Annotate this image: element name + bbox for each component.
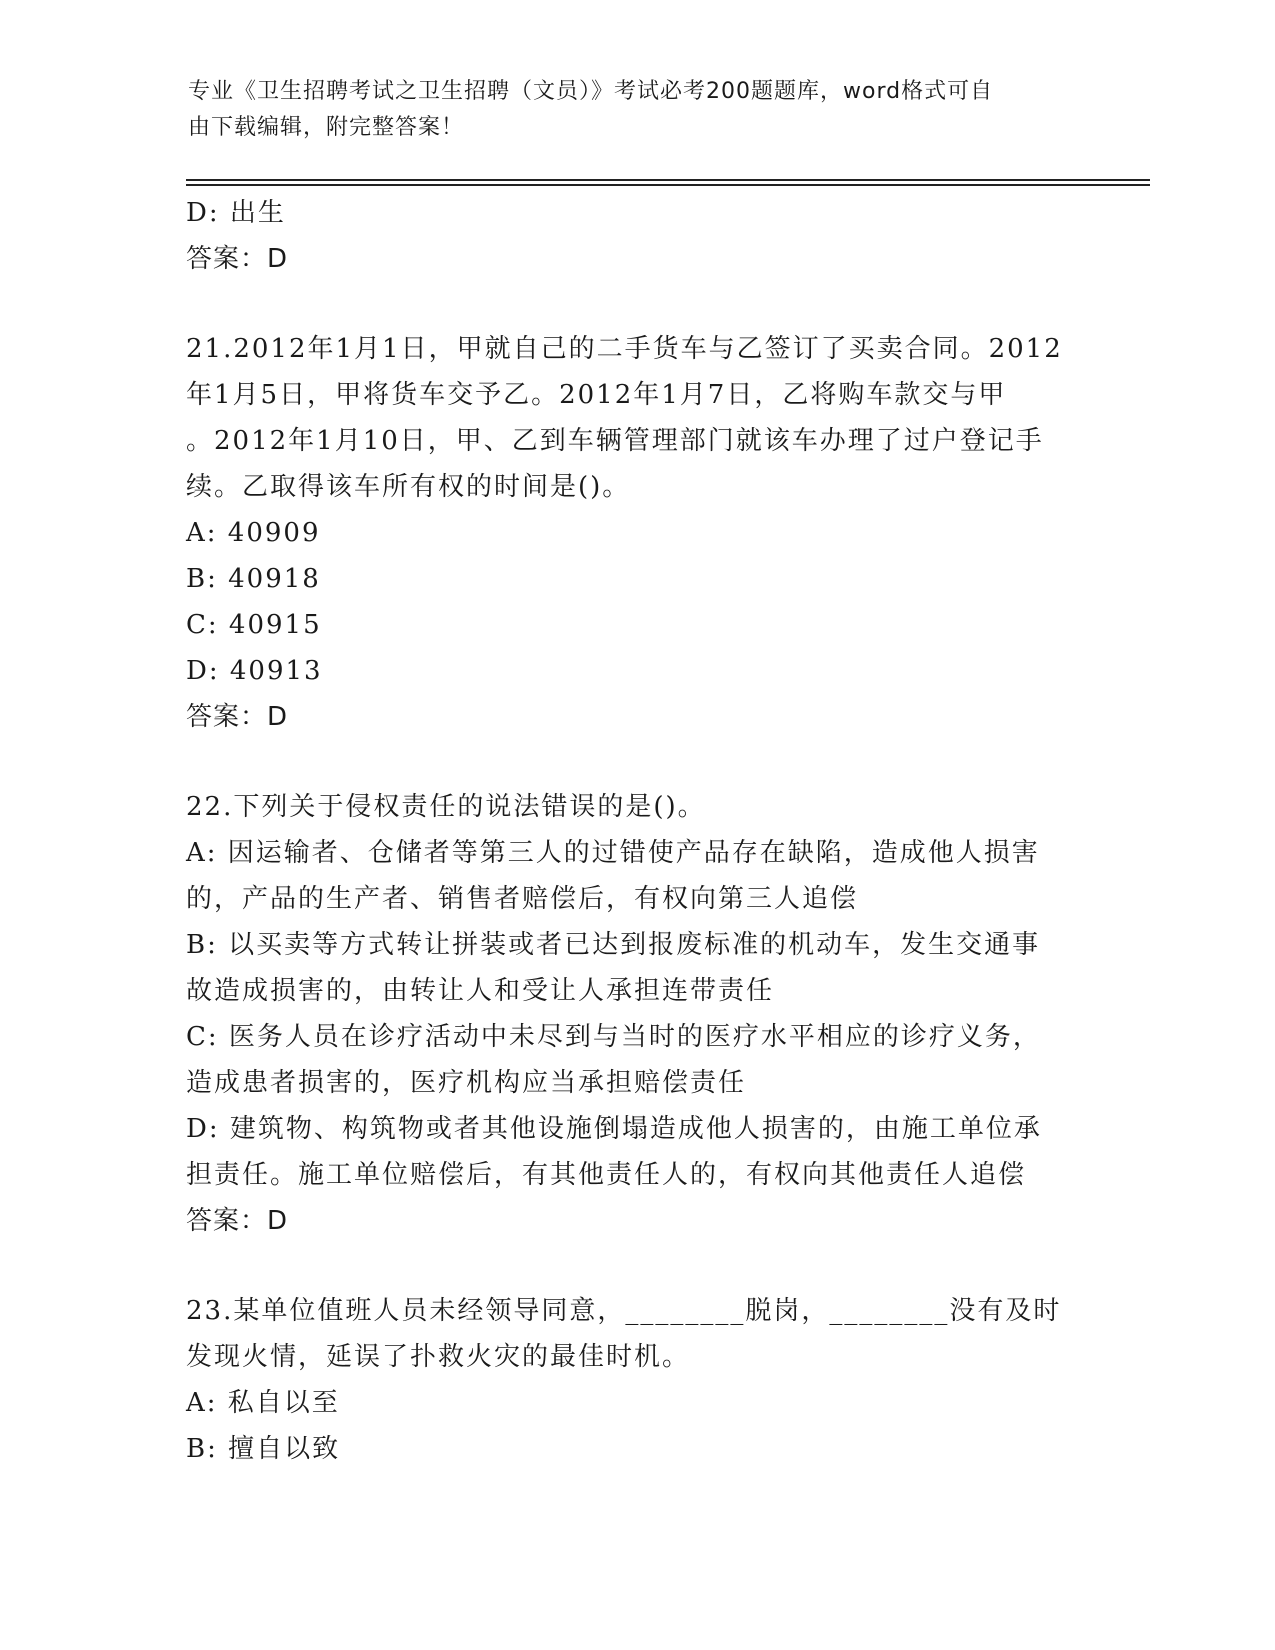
header-line-2: 由下载编辑，附完整答案！ (188, 115, 465, 140)
q21-option-a: A: 40909 (186, 518, 321, 548)
spacer (186, 1244, 1086, 1288)
q22-option-b-line-2: 故造成损害的，由转让人和受让人承担连带责任 (186, 976, 775, 1006)
question-content (186, 190, 1086, 1472)
q22-option-a-line-1: A: 因运输者、仓储者等第三人的过错使产品存在缺陷，造成他人损害 (186, 838, 1040, 868)
question-22 (186, 784, 1086, 1244)
header-line-1: 专业《卫生招聘考试之卫生招聘（文员）》考试必考200题题库，word格式可自 (188, 79, 994, 104)
q22-option-a-line-2: 的，产品的生产者、销售者赔偿后，有权向第三人追偿 (186, 884, 859, 914)
q21-option-d: D: 40913 (186, 656, 323, 686)
q22-stem: 22.下列关于侵权责任的说法错误的是()。 (186, 792, 706, 822)
q21-answer: 答案：D (186, 702, 289, 732)
q22-answer: 答案：D (186, 1206, 289, 1236)
question-21 (186, 326, 1086, 740)
header-divider-bottom (186, 184, 1150, 186)
q23-option-a: A: 私自以至 (186, 1388, 340, 1418)
q21-stem-line: 年1月5日，甲将货车交予乙。2012年1月7日，乙将购车款交与甲 (186, 380, 1007, 410)
q23-stem-line: 发现火情，延误了扑救火灾的最佳时机。 (186, 1342, 691, 1372)
header-divider-top (186, 179, 1150, 181)
q23-option-b: B: 擅自以致 (186, 1434, 341, 1464)
q21-stem-line: 21.2012年1月1日，甲就自己的二手货车与乙签订了买卖合同。2012 (186, 334, 1063, 364)
q22-option-c-line-2: 造成患者损害的，医疗机构应当承担赔偿责任 (186, 1068, 747, 1098)
q20-answer: 答案：D (186, 244, 289, 274)
q21-stem-line: 。2012年1月10日，甲、乙到车辆管理部门就该车办理了过户登记手 (186, 426, 1044, 456)
q22-option-b-line-1: B: 以买卖等方式转让拼装或者已达到报废标准的机动车，发生交通事 (186, 930, 1041, 960)
q21-option-c: C: 40915 (186, 610, 322, 640)
document-header (188, 74, 1068, 146)
q22-option-d-line-2: 担责任。施工单位赔偿后，有其他责任人的，有权向其他责任人追偿 (186, 1160, 1027, 1190)
q22-option-d-line-1: D: 建筑物、构筑物或者其他设施倒塌造成他人损害的，由施工单位承 (186, 1114, 1042, 1144)
q22-option-c-line-1: C: 医务人员在诊疗活动中未尽到与当时的医疗水平相应的诊疗义务， (186, 1022, 1041, 1052)
q20-option-d: D: 出生 (186, 198, 286, 228)
q23-stem-line: 23.某单位值班人员未经领导同意，________脱岗，________没有及时 (186, 1296, 1062, 1326)
question-23 (186, 1288, 1086, 1472)
q21-stem-line: 续。乙取得该车所有权的时间是()。 (186, 472, 631, 502)
spacer (186, 740, 1086, 784)
q21-option-b: B: 40918 (186, 564, 321, 594)
spacer (186, 282, 1086, 326)
